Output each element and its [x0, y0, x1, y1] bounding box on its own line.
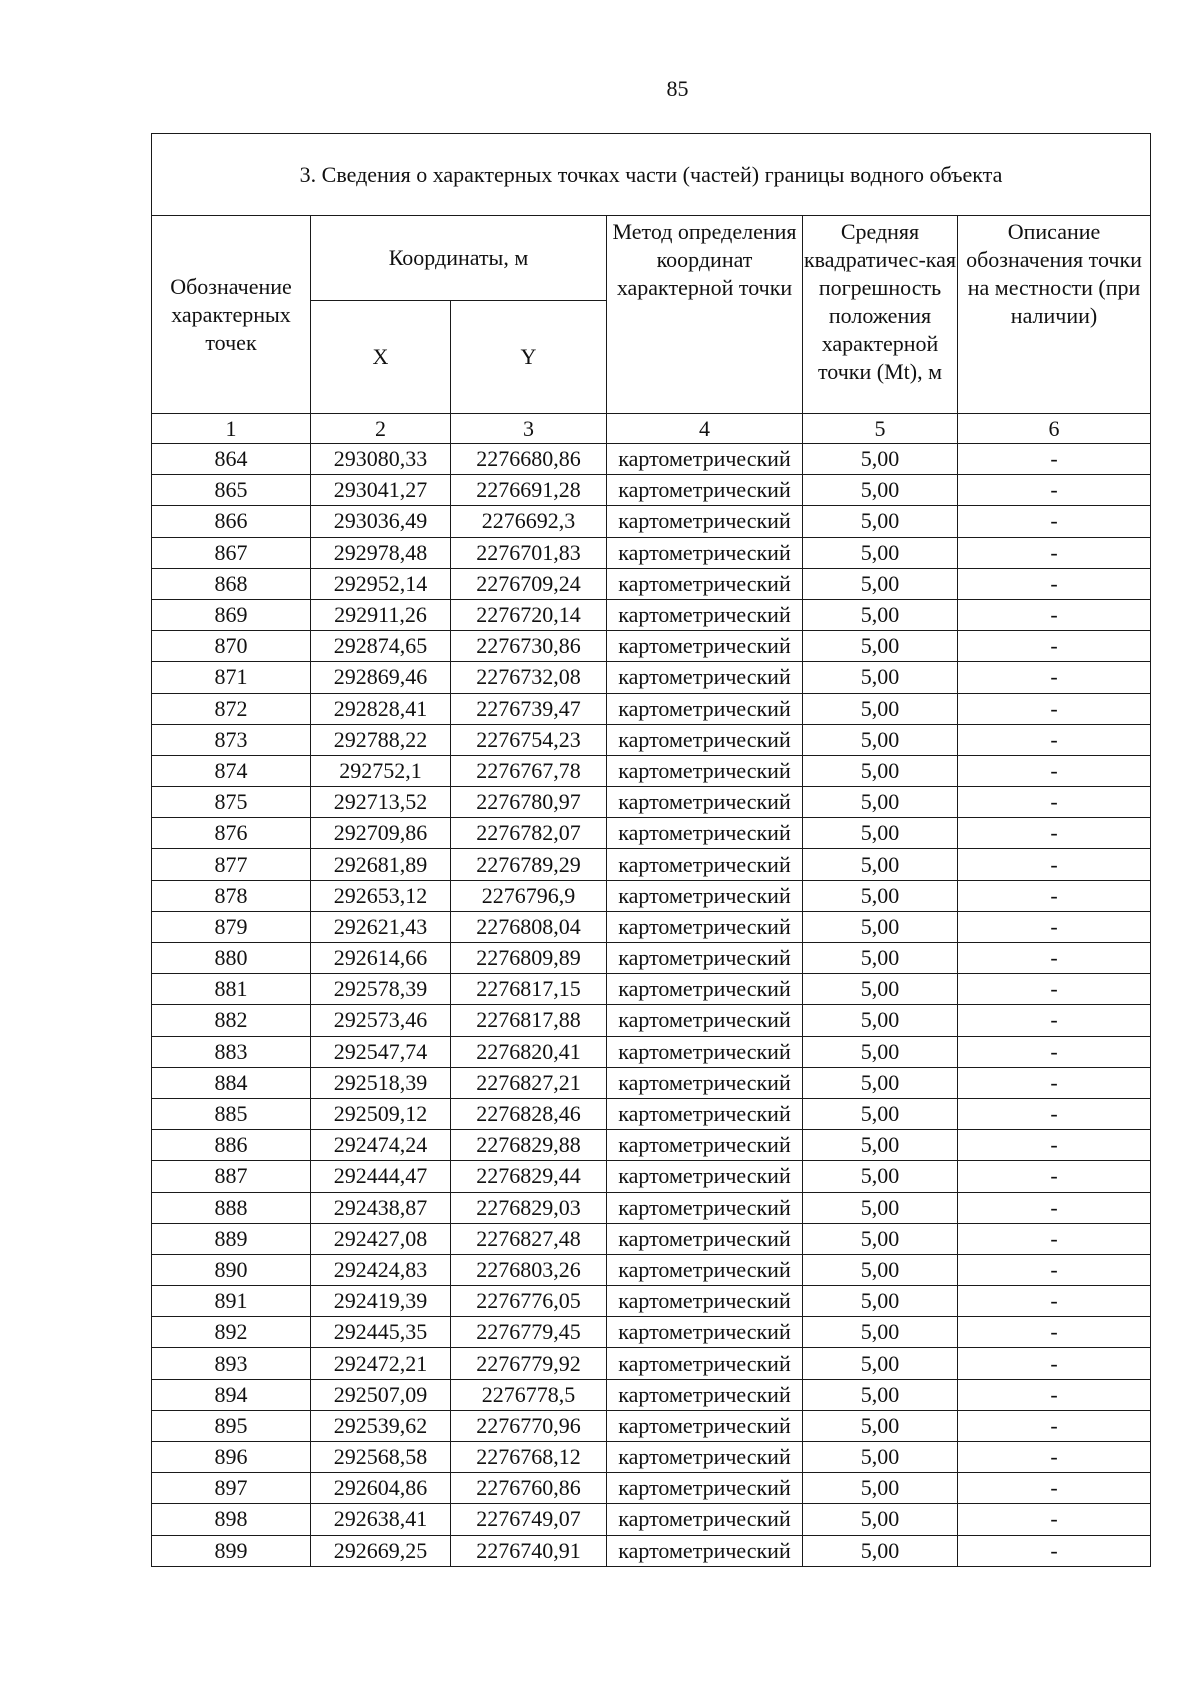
mean-square-error-cell: 5,00	[803, 1192, 958, 1223]
point-number-cell: 874	[152, 755, 311, 786]
method-cell: картометрический	[607, 1473, 803, 1504]
y-coordinate-cell: 2276730,86	[451, 631, 607, 662]
method-cell: картометрический	[607, 1192, 803, 1223]
description-cell: -	[958, 911, 1151, 942]
x-coordinate-cell: 292681,89	[311, 849, 451, 880]
method-cell: картометрический	[607, 880, 803, 911]
x-coordinate-cell: 292438,87	[311, 1192, 451, 1223]
point-number-cell: 899	[152, 1535, 311, 1566]
x-coordinate-cell: 292752,1	[311, 755, 451, 786]
description-cell: -	[958, 1535, 1151, 1566]
y-coordinate-cell: 2276803,26	[451, 1254, 607, 1285]
y-coordinate-cell: 2276739,47	[451, 693, 607, 724]
mean-square-error-cell: 5,00	[803, 880, 958, 911]
method-cell: картометрический	[607, 1254, 803, 1285]
method-cell: картометрический	[607, 849, 803, 880]
description-cell: -	[958, 1098, 1151, 1129]
table-row	[152, 631, 1151, 662]
table-row	[152, 1504, 1151, 1535]
x-coordinate-cell: 292669,25	[311, 1535, 451, 1566]
point-number-cell: 869	[152, 599, 311, 630]
description-cell: -	[958, 1192, 1151, 1223]
header-mean-square-error: Средняя квадратичес-кая погрешность положения характерной точки (Mt), м	[803, 216, 958, 414]
x-coordinate-cell: 293036,49	[311, 506, 451, 537]
point-number-cell: 891	[152, 1286, 311, 1317]
method-cell: картометрический	[607, 974, 803, 1005]
header-method: Метод определения координат характерной точки	[607, 216, 803, 414]
mean-square-error-cell: 5,00	[803, 1098, 958, 1129]
mean-square-error-cell: 5,00	[803, 1504, 958, 1535]
y-coordinate-cell: 2276760,86	[451, 1473, 607, 1504]
x-coordinate-cell: 292568,58	[311, 1442, 451, 1473]
method-cell: картометрический	[607, 818, 803, 849]
method-cell: картометрический	[607, 1317, 803, 1348]
table-row	[152, 506, 1151, 537]
method-cell: картометрический	[607, 1535, 803, 1566]
point-number-cell: 871	[152, 662, 311, 693]
header-row	[152, 216, 1151, 301]
x-coordinate-cell: 292874,65	[311, 631, 451, 662]
method-cell: картометрический	[607, 1286, 803, 1317]
point-number-cell: 867	[152, 537, 311, 568]
table-title: 3. Сведения о характерных точках части (частей) границы водного объекта	[152, 134, 1151, 216]
method-cell: картометрический	[607, 943, 803, 974]
mean-square-error-cell: 5,00	[803, 599, 958, 630]
mean-square-error-cell: 5,00	[803, 1161, 958, 1192]
y-coordinate-cell: 2276796,9	[451, 880, 607, 911]
column-number-row	[152, 414, 1151, 444]
x-coordinate-cell: 292424,83	[311, 1254, 451, 1285]
y-coordinate-cell: 2276827,48	[451, 1223, 607, 1254]
method-cell: картометрический	[607, 506, 803, 537]
y-coordinate-cell: 2276829,03	[451, 1192, 607, 1223]
mean-square-error-cell: 5,00	[803, 1473, 958, 1504]
point-number-cell: 870	[152, 631, 311, 662]
method-cell: картометрический	[607, 1348, 803, 1379]
x-coordinate-cell: 292653,12	[311, 880, 451, 911]
y-coordinate-cell: 2276809,89	[451, 943, 607, 974]
y-coordinate-cell: 2276691,28	[451, 475, 607, 506]
x-coordinate-cell: 292427,08	[311, 1223, 451, 1254]
y-coordinate-cell: 2276709,24	[451, 568, 607, 599]
table-row	[152, 1161, 1151, 1192]
table-row	[152, 1410, 1151, 1441]
y-coordinate-cell: 2276789,29	[451, 849, 607, 880]
description-cell: -	[958, 1473, 1151, 1504]
point-number-cell: 894	[152, 1379, 311, 1410]
mean-square-error-cell: 5,00	[803, 1348, 958, 1379]
column-number: 2	[311, 414, 451, 444]
x-coordinate-cell: 292621,43	[311, 911, 451, 942]
point-number-cell: 872	[152, 693, 311, 724]
x-coordinate-cell: 292911,26	[311, 599, 451, 630]
point-number-cell: 864	[152, 444, 311, 475]
mean-square-error-cell: 5,00	[803, 1036, 958, 1067]
point-number-cell: 897	[152, 1473, 311, 1504]
table-row	[152, 1473, 1151, 1504]
mean-square-error-cell: 5,00	[803, 693, 958, 724]
x-coordinate-cell: 292828,41	[311, 693, 451, 724]
description-cell: -	[958, 1130, 1151, 1161]
method-cell: картометрический	[607, 662, 803, 693]
x-coordinate-cell: 292547,74	[311, 1036, 451, 1067]
table-row	[152, 568, 1151, 599]
y-coordinate-cell: 2276776,05	[451, 1286, 607, 1317]
description-cell: -	[958, 599, 1151, 630]
description-cell: -	[958, 943, 1151, 974]
description-cell: -	[958, 1067, 1151, 1098]
boundary-points-table	[151, 133, 1151, 1567]
mean-square-error-cell: 5,00	[803, 724, 958, 755]
x-coordinate-cell: 292472,21	[311, 1348, 451, 1379]
table-row	[152, 1005, 1151, 1036]
y-coordinate-cell: 2276829,88	[451, 1130, 607, 1161]
header-y: Y	[451, 301, 607, 414]
table-row	[152, 1223, 1151, 1254]
x-coordinate-cell: 292788,22	[311, 724, 451, 755]
x-coordinate-cell: 293080,33	[311, 444, 451, 475]
description-cell: -	[958, 475, 1151, 506]
description-cell: -	[958, 1504, 1151, 1535]
description-cell: -	[958, 444, 1151, 475]
description-cell: -	[958, 724, 1151, 755]
mean-square-error-cell: 5,00	[803, 506, 958, 537]
method-cell: картометрический	[607, 787, 803, 818]
method-cell: картометрический	[607, 1067, 803, 1098]
y-coordinate-cell: 2276749,07	[451, 1504, 607, 1535]
description-cell: -	[958, 537, 1151, 568]
x-coordinate-cell: 292509,12	[311, 1098, 451, 1129]
point-number-cell: 865	[152, 475, 311, 506]
x-coordinate-cell: 292539,62	[311, 1410, 451, 1441]
mean-square-error-cell: 5,00	[803, 444, 958, 475]
mean-square-error-cell: 5,00	[803, 568, 958, 599]
method-cell: картометрический	[607, 568, 803, 599]
y-coordinate-cell: 2276767,78	[451, 755, 607, 786]
method-cell: картометрический	[607, 911, 803, 942]
method-cell: картометрический	[607, 755, 803, 786]
header-coordinates: Координаты, м	[311, 216, 607, 301]
point-number-cell: 890	[152, 1254, 311, 1285]
method-cell: картометрический	[607, 444, 803, 475]
description-cell: -	[958, 568, 1151, 599]
method-cell: картометрический	[607, 1098, 803, 1129]
y-coordinate-cell: 2276779,45	[451, 1317, 607, 1348]
table-row	[152, 1130, 1151, 1161]
table-body	[152, 444, 1151, 1567]
description-cell: -	[958, 849, 1151, 880]
point-number-cell: 881	[152, 974, 311, 1005]
table-row	[152, 911, 1151, 942]
page-number: 85	[666, 76, 689, 101]
table-row	[152, 1535, 1151, 1566]
method-cell: картометрический	[607, 599, 803, 630]
x-coordinate-cell: 292709,86	[311, 818, 451, 849]
method-cell: картометрический	[607, 631, 803, 662]
description-cell: -	[958, 1348, 1151, 1379]
x-coordinate-cell: 292507,09	[311, 1379, 451, 1410]
table-row	[152, 943, 1151, 974]
mean-square-error-cell: 5,00	[803, 631, 958, 662]
y-coordinate-cell: 2276692,3	[451, 506, 607, 537]
x-coordinate-cell: 292614,66	[311, 943, 451, 974]
table-row	[152, 444, 1151, 475]
point-number-cell: 878	[152, 880, 311, 911]
point-number-cell: 886	[152, 1130, 311, 1161]
table-row	[152, 537, 1151, 568]
point-number-cell: 876	[152, 818, 311, 849]
table-row	[152, 755, 1151, 786]
y-coordinate-cell: 2276768,12	[451, 1442, 607, 1473]
description-cell: -	[958, 1317, 1151, 1348]
point-number-cell: 888	[152, 1192, 311, 1223]
table-row	[152, 1036, 1151, 1067]
table-row	[152, 1442, 1151, 1473]
table-row	[152, 1098, 1151, 1129]
point-number-cell: 883	[152, 1036, 311, 1067]
table-row	[152, 1192, 1151, 1223]
point-number-cell: 889	[152, 1223, 311, 1254]
table-row	[152, 1067, 1151, 1098]
y-coordinate-cell: 2276680,86	[451, 444, 607, 475]
x-coordinate-cell: 292713,52	[311, 787, 451, 818]
table-row	[152, 818, 1151, 849]
table-row	[152, 1254, 1151, 1285]
y-coordinate-cell: 2276820,41	[451, 1036, 607, 1067]
y-coordinate-cell: 2276782,07	[451, 818, 607, 849]
method-cell: картометрический	[607, 1005, 803, 1036]
description-cell: -	[958, 506, 1151, 537]
point-number-cell: 880	[152, 943, 311, 974]
description-cell: -	[958, 880, 1151, 911]
point-number-cell: 885	[152, 1098, 311, 1129]
table-row	[152, 1286, 1151, 1317]
header-point-designation: Обозначение характерных точек	[152, 216, 311, 414]
mean-square-error-cell: 5,00	[803, 1442, 958, 1473]
method-cell: картометрический	[607, 1223, 803, 1254]
y-coordinate-cell: 2276701,83	[451, 537, 607, 568]
y-coordinate-cell: 2276732,08	[451, 662, 607, 693]
method-cell: картометрический	[607, 1442, 803, 1473]
x-coordinate-cell: 292445,35	[311, 1317, 451, 1348]
table-title-row	[152, 134, 1151, 216]
description-cell: -	[958, 1254, 1151, 1285]
x-coordinate-cell: 292578,39	[311, 974, 451, 1005]
description-cell: -	[958, 818, 1151, 849]
description-cell: -	[958, 1036, 1151, 1067]
method-cell: картометрический	[607, 1504, 803, 1535]
x-coordinate-cell: 292952,14	[311, 568, 451, 599]
table-row	[152, 1379, 1151, 1410]
header-description: Описание обозначения точки на местности (при наличии)	[958, 216, 1151, 414]
table-row	[152, 693, 1151, 724]
table-row	[152, 1348, 1151, 1379]
table-row	[152, 849, 1151, 880]
y-coordinate-cell: 2276778,5	[451, 1379, 607, 1410]
x-coordinate-cell: 292474,24	[311, 1130, 451, 1161]
mean-square-error-cell: 5,00	[803, 1130, 958, 1161]
description-cell: -	[958, 631, 1151, 662]
mean-square-error-cell: 5,00	[803, 1379, 958, 1410]
method-cell: картометрический	[607, 1161, 803, 1192]
column-number: 6	[958, 414, 1151, 444]
y-coordinate-cell: 2276740,91	[451, 1535, 607, 1566]
table-row	[152, 475, 1151, 506]
y-coordinate-cell: 2276828,46	[451, 1098, 607, 1129]
method-cell: картометрический	[607, 1036, 803, 1067]
mean-square-error-cell: 5,00	[803, 1286, 958, 1317]
mean-square-error-cell: 5,00	[803, 475, 958, 506]
mean-square-error-cell: 5,00	[803, 755, 958, 786]
header-x: X	[311, 301, 451, 414]
description-cell: -	[958, 787, 1151, 818]
mean-square-error-cell: 5,00	[803, 662, 958, 693]
method-cell: картометрический	[607, 693, 803, 724]
y-coordinate-cell: 2276808,04	[451, 911, 607, 942]
mean-square-error-cell: 5,00	[803, 787, 958, 818]
y-coordinate-cell: 2276817,88	[451, 1005, 607, 1036]
point-number-cell: 875	[152, 787, 311, 818]
mean-square-error-cell: 5,00	[803, 1005, 958, 1036]
description-cell: -	[958, 1379, 1151, 1410]
y-coordinate-cell: 2276829,44	[451, 1161, 607, 1192]
description-cell: -	[958, 693, 1151, 724]
point-number-cell: 882	[152, 1005, 311, 1036]
table-row	[152, 787, 1151, 818]
mean-square-error-cell: 5,00	[803, 1067, 958, 1098]
x-coordinate-cell: 293041,27	[311, 475, 451, 506]
point-number-cell: 873	[152, 724, 311, 755]
description-cell: -	[958, 1410, 1151, 1441]
point-number-cell: 866	[152, 506, 311, 537]
table-row	[152, 599, 1151, 630]
description-cell: -	[958, 1223, 1151, 1254]
method-cell: картометрический	[607, 1379, 803, 1410]
method-cell: картометрический	[607, 1130, 803, 1161]
method-cell: картометрический	[607, 475, 803, 506]
mean-square-error-cell: 5,00	[803, 1410, 958, 1441]
mean-square-error-cell: 5,00	[803, 974, 958, 1005]
description-cell: -	[958, 1005, 1151, 1036]
mean-square-error-cell: 5,00	[803, 911, 958, 942]
table-row	[152, 880, 1151, 911]
point-number-cell: 896	[152, 1442, 311, 1473]
y-coordinate-cell: 2276779,92	[451, 1348, 607, 1379]
x-coordinate-cell: 292638,41	[311, 1504, 451, 1535]
y-coordinate-cell: 2276817,15	[451, 974, 607, 1005]
table-row	[152, 724, 1151, 755]
x-coordinate-cell: 292444,47	[311, 1161, 451, 1192]
y-coordinate-cell: 2276754,23	[451, 724, 607, 755]
point-number-cell: 893	[152, 1348, 311, 1379]
method-cell: картометрический	[607, 1410, 803, 1441]
point-number-cell: 892	[152, 1317, 311, 1348]
mean-square-error-cell: 5,00	[803, 537, 958, 568]
x-coordinate-cell: 292573,46	[311, 1005, 451, 1036]
point-number-cell: 898	[152, 1504, 311, 1535]
y-coordinate-cell: 2276780,97	[451, 787, 607, 818]
mean-square-error-cell: 5,00	[803, 943, 958, 974]
description-cell: -	[958, 974, 1151, 1005]
table-row	[152, 662, 1151, 693]
point-number-cell: 895	[152, 1410, 311, 1441]
table-row	[152, 1317, 1151, 1348]
description-cell: -	[958, 662, 1151, 693]
x-coordinate-cell: 292869,46	[311, 662, 451, 693]
point-number-cell: 868	[152, 568, 311, 599]
y-coordinate-cell: 2276827,21	[451, 1067, 607, 1098]
mean-square-error-cell: 5,00	[803, 1223, 958, 1254]
mean-square-error-cell: 5,00	[803, 818, 958, 849]
x-coordinate-cell: 292419,39	[311, 1286, 451, 1317]
table-row	[152, 974, 1151, 1005]
description-cell: -	[958, 755, 1151, 786]
description-cell: -	[958, 1442, 1151, 1473]
point-number-cell: 887	[152, 1161, 311, 1192]
method-cell: картометрический	[607, 537, 803, 568]
point-number-cell: 879	[152, 911, 311, 942]
x-coordinate-cell: 292604,86	[311, 1473, 451, 1504]
mean-square-error-cell: 5,00	[803, 1254, 958, 1285]
mean-square-error-cell: 5,00	[803, 1317, 958, 1348]
point-number-cell: 884	[152, 1067, 311, 1098]
method-cell: картометрический	[607, 724, 803, 755]
x-coordinate-cell: 292518,39	[311, 1067, 451, 1098]
description-cell: -	[958, 1286, 1151, 1317]
column-number: 3	[451, 414, 607, 444]
column-number: 5	[803, 414, 958, 444]
column-number: 4	[607, 414, 803, 444]
description-cell: -	[958, 1161, 1151, 1192]
x-coordinate-cell: 292978,48	[311, 537, 451, 568]
y-coordinate-cell: 2276720,14	[451, 599, 607, 630]
mean-square-error-cell: 5,00	[803, 1535, 958, 1566]
mean-square-error-cell: 5,00	[803, 849, 958, 880]
y-coordinate-cell: 2276770,96	[451, 1410, 607, 1441]
column-number: 1	[152, 414, 311, 444]
point-number-cell: 877	[152, 849, 311, 880]
